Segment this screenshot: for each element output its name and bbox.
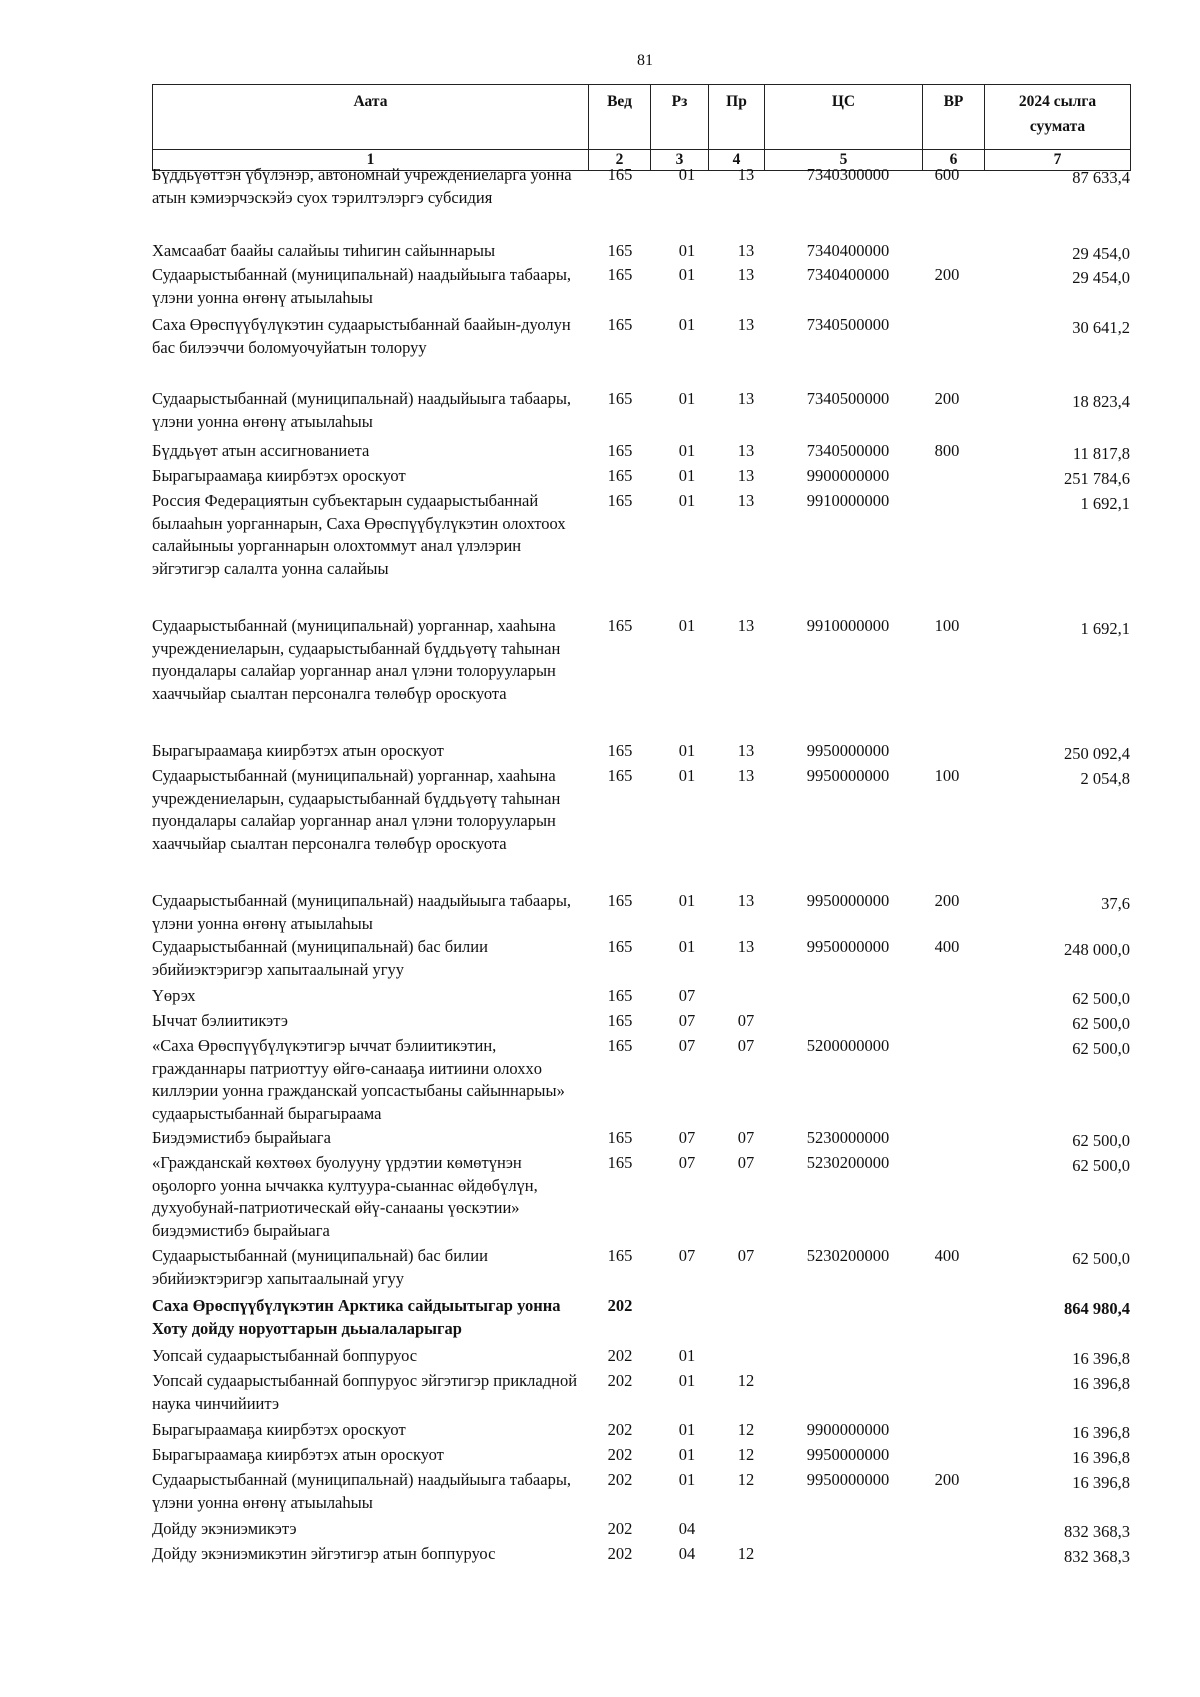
cell-vr: 800	[934, 441, 960, 460]
cell-rz: 01	[678, 165, 696, 184]
cell-sum: 62 500,0	[1072, 1249, 1130, 1268]
cell-sum: 62 500,0	[1072, 1131, 1130, 1150]
cell-sum: 62 500,0	[1072, 1156, 1130, 1175]
cell-ved: 165	[607, 441, 633, 460]
cell-rz: 04	[678, 1519, 696, 1538]
cell-cs: 7340500000	[806, 441, 890, 460]
cell-name: Судаарыстыбаннай (муниципальнай) уорганнар, хааһына учреждениеларын, судаарыстыбаннай бүддьүөтү таһынан пуондалары салайар уорганнар анал үлэни толорууларын хааччыйар сыалтан персоналга төлөбүр ороскуота	[152, 766, 561, 853]
cell-rz: 01	[678, 441, 696, 460]
cell-sum: 864 980,4	[1064, 1299, 1130, 1318]
cell-pr: 12	[737, 1371, 755, 1390]
cell-sum: 832 368,3	[1064, 1522, 1130, 1541]
cell-name: Ыччат бэлиитикэтэ	[152, 1011, 288, 1030]
cell-ved: 165	[607, 241, 633, 260]
cell-pr: 13	[737, 491, 755, 510]
cell-ved: 202	[607, 1470, 633, 1489]
cell-cs: 9950000000	[806, 741, 890, 760]
header-num-4: 4	[709, 150, 765, 171]
header-num-7: 7	[985, 150, 1131, 171]
cell-pr: 12	[737, 1420, 755, 1439]
cell-name: Бырагыраамаҕа киирбэтэх атын ороскуот	[152, 1445, 444, 1464]
cell-rz: 07	[678, 1153, 696, 1172]
cell-cs: 7340400000	[806, 265, 890, 284]
cell-ved: 165	[607, 315, 633, 334]
cell-ved: 202	[607, 1445, 633, 1464]
cell-sum: 30 641,2	[1072, 318, 1130, 337]
cell-ved: 165	[607, 265, 633, 284]
cell-ved: 165	[607, 491, 633, 510]
cell-ved: 165	[607, 986, 633, 1005]
cell-name: Бүддьүөт атын ассигнованиета	[152, 441, 370, 460]
header-num-2: 2	[589, 150, 651, 171]
cell-pr: 07	[737, 1036, 755, 1055]
header-num-3: 3	[651, 150, 709, 171]
cell-cs: 9950000000	[806, 1470, 890, 1489]
cell-ved: 202	[607, 1371, 633, 1390]
header-rz: Рз	[651, 85, 709, 150]
cell-rz: 01	[678, 1445, 696, 1464]
cell-vr: 100	[934, 616, 960, 635]
cell-pr: 12	[737, 1544, 755, 1563]
header-pr: Пр	[709, 85, 765, 150]
header-num-6: 6	[923, 150, 985, 171]
cell-cs: 9900000000	[806, 466, 890, 485]
cell-name: «Саха Өрөспүүбүлүкэтигэр ыччат бэлиитикэтин, гражданнары патриоттуу өйгө-санааҕа иитиини олохxо киллэрии уонна гражданскай уопсастыбаны сайыннарыы» судаарыстыбаннай бырагыраама	[152, 1036, 565, 1123]
cell-ved: 165	[607, 1153, 633, 1172]
cell-rz: 01	[678, 741, 696, 760]
cell-sum: 62 500,0	[1072, 1039, 1130, 1058]
cell-pr: 13	[737, 616, 755, 635]
cell-cs: 7340500000	[806, 389, 890, 408]
cell-rz: 01	[678, 389, 696, 408]
cell-sum: 16 396,8	[1072, 1473, 1130, 1492]
cell-sum: 37,6	[1101, 894, 1130, 913]
cell-vr: 200	[934, 891, 960, 910]
header-num-1: 1	[153, 150, 589, 171]
cell-vr: 400	[934, 1246, 960, 1265]
cell-pr: 07	[737, 1153, 755, 1172]
cell-vr: 600	[934, 165, 960, 184]
header-ved: Вед	[589, 85, 651, 150]
cell-name: «Гражданскай көхтөөх буолууну үрдэтии көмөтүнэн оҕолорго уонна ыччакка култуура-сыаннас өйдөбүлүн, духуобунай-патриотическай өйү-санааны үөскэтии» биэдэмистибэ бырайыага	[152, 1153, 538, 1240]
cell-ved: 202	[607, 1346, 633, 1365]
cell-cs: 7340500000	[806, 315, 890, 334]
cell-sum: 251 784,6	[1064, 469, 1130, 488]
cell-sum: 1 692,1	[1080, 494, 1130, 513]
cell-ved: 165	[607, 165, 633, 184]
cell-cs: 9950000000	[806, 891, 890, 910]
cell-ved: 202	[607, 1420, 633, 1439]
cell-ved: 202	[607, 1544, 633, 1563]
cell-rz: 01	[678, 241, 696, 260]
cell-pr: 07	[737, 1128, 755, 1147]
cell-rz: 04	[678, 1544, 696, 1563]
cell-cs: 9910000000	[806, 491, 890, 510]
cell-sum: 18 823,4	[1072, 392, 1130, 411]
cell-cs: 7340400000	[806, 241, 890, 260]
cell-name: Бүддьүөттэн үбүлэнэр, автономнай учреждениеларга уонна атын кэмиэрчэскэйэ суох тэрилтэлэргэ субсидия	[152, 165, 572, 207]
header-cs: ЦС	[765, 85, 923, 150]
header-sum: 2024 сылга суумата	[985, 85, 1131, 150]
cell-rz: 01	[678, 766, 696, 785]
cell-cs: 9950000000	[806, 937, 890, 956]
cell-sum: 16 396,8	[1072, 1349, 1130, 1368]
cell-pr: 13	[737, 315, 755, 334]
cell-pr: 12	[737, 1470, 755, 1489]
cell-vr: 200	[934, 389, 960, 408]
cell-ved: 202	[607, 1519, 633, 1538]
cell-pr: 13	[737, 241, 755, 260]
cell-rz: 01	[678, 1470, 696, 1489]
cell-name: Судаарыстыбаннай (муниципальнай) уорганнар, хааһына учреждениеларын, судаарыстыбаннай бүддьүөтү таһынан пуондалары салайар уорганнар анал үлэни толорууларын хааччыйар сыалтан персоналга төлөбүр ороскуота	[152, 616, 561, 703]
cell-ved: 165	[607, 1246, 633, 1265]
cell-pr: 13	[737, 741, 755, 760]
cell-name: Судаарыстыбаннай (муниципальнай) наадыйыыга табаары, үлэни уонна өҥөнү атыылаһыы	[152, 389, 572, 431]
cell-sum: 87 633,4	[1072, 168, 1130, 187]
cell-name: Судаарыстыбаннай (муниципальнай) наадыйыыга табаары, үлэни уонна өҥөнү атыылаһыы	[152, 265, 572, 307]
cell-name: Саха Өрөспүүбүлүкэтин Арктика сайдыытыгар уонна Хоту дойду норуоттарын дьыалаларыгар	[152, 1296, 561, 1338]
cell-ved: 165	[607, 937, 633, 956]
cell-ved: 165	[607, 616, 633, 635]
cell-rz: 07	[678, 1011, 696, 1030]
cell-sum: 248 000,0	[1064, 940, 1130, 959]
cell-name: Бырагыраамаҕа киирбэтэх ороскуот	[152, 466, 406, 485]
cell-rz: 07	[678, 1036, 696, 1055]
cell-sum: 29 454,0	[1072, 268, 1130, 287]
cell-cs: 5230200000	[806, 1153, 890, 1172]
cell-cs: 9950000000	[806, 1445, 890, 1464]
cell-pr: 07	[737, 1246, 755, 1265]
cell-pr: 13	[737, 165, 755, 184]
cell-ved: 165	[607, 766, 633, 785]
header-num-5: 5	[765, 150, 923, 171]
header-name: Аата	[153, 85, 589, 150]
cell-pr: 13	[737, 766, 755, 785]
cell-rz: 01	[678, 315, 696, 334]
cell-pr: 13	[737, 441, 755, 460]
cell-sum: 11 817,8	[1072, 444, 1130, 463]
cell-rz: 01	[678, 466, 696, 485]
cell-rz: 01	[678, 1420, 696, 1439]
cell-pr: 07	[737, 1011, 755, 1030]
cell-ved: 202	[607, 1296, 633, 1315]
page-number: 81	[637, 52, 653, 69]
cell-name: Россия Федерациятын субъектарын судаарыстыбаннай былааһын уорганнарын, Саха Өрөспүүбүлүкэтин олохтоох салайыныы уорганнарын олохтоммут анал үлэлэрин эйгэтигэр салалта уонна салайыы	[152, 491, 566, 578]
cell-cs: 9950000000	[806, 766, 890, 785]
cell-rz: 01	[678, 1346, 696, 1365]
cell-ved: 165	[607, 891, 633, 910]
header-vr: ВР	[923, 85, 985, 150]
cell-rz: 01	[678, 491, 696, 510]
cell-ved: 165	[607, 466, 633, 485]
cell-ved: 165	[607, 389, 633, 408]
cell-ved: 165	[607, 1011, 633, 1030]
cell-pr: 12	[737, 1445, 755, 1464]
cell-rz: 07	[678, 1246, 696, 1265]
cell-name: Уопсай судаарыстыбаннай боппуруос эйгэтигэр прикладной наука чинчийиитэ	[152, 1371, 578, 1413]
cell-name: Судаарыстыбаннай (муниципальнай) наадыйыыга табаары, үлэни уонна өҥөнү атыылаһыы	[152, 891, 572, 933]
cell-vr: 400	[934, 937, 960, 956]
cell-sum: 62 500,0	[1072, 1014, 1130, 1033]
cell-name: Уопсай судаарыстыбаннай боппуруос	[152, 1346, 418, 1365]
cell-pr: 13	[737, 937, 755, 956]
cell-rz: 07	[678, 1128, 696, 1147]
cell-pr: 13	[737, 891, 755, 910]
cell-name: Хамсаабат баайы салайыы тиһигин сайыннарыы	[152, 241, 496, 260]
cell-name: Дойду экэниэмикэтин эйгэтигэр атын боппуруос	[152, 1544, 496, 1563]
cell-name: Дойду экэниэмикэтэ	[152, 1519, 297, 1538]
cell-ved: 165	[607, 1036, 633, 1055]
cell-cs: 9910000000	[806, 616, 890, 635]
cell-rz: 01	[678, 937, 696, 956]
cell-cs: 5230000000	[806, 1128, 890, 1147]
cell-name: Саха Өрөспүүбүлүкэтин судаарыстыбаннай баайын-дуолун бас билээччи боломуочуйатын толоруу	[152, 315, 571, 357]
cell-vr: 200	[934, 265, 960, 284]
cell-cs: 9900000000	[806, 1420, 890, 1439]
cell-vr: 200	[934, 1470, 960, 1489]
cell-name: Судаарыстыбаннай (муниципальнай) бас билии эбийиэктэригэр хапытаалынай угуу	[152, 937, 488, 979]
cell-sum: 1 692,1	[1080, 619, 1130, 638]
cell-name: Бырагыраамаҕа киирбэтэх атын ороскуот	[152, 741, 444, 760]
cell-pr: 13	[737, 265, 755, 284]
cell-sum: 16 396,8	[1072, 1423, 1130, 1442]
cell-vr: 100	[934, 766, 960, 785]
cell-rz: 01	[678, 616, 696, 635]
cell-pr: 13	[737, 389, 755, 408]
cell-ved: 165	[607, 741, 633, 760]
cell-name: Бырагыраамаҕа киирбэтэх ороскуот	[152, 1420, 406, 1439]
cell-rz: 01	[678, 891, 696, 910]
cell-name: Үөрэх	[152, 986, 196, 1005]
cell-sum: 62 500,0	[1072, 989, 1130, 1008]
cell-sum: 250 092,4	[1064, 744, 1130, 763]
cell-name: Биэдэмистибэ бырайыага	[152, 1128, 331, 1147]
cell-sum: 832 368,3	[1064, 1547, 1130, 1566]
cell-pr: 13	[737, 466, 755, 485]
cell-cs: 7340300000	[806, 165, 890, 184]
cell-rz: 01	[678, 265, 696, 284]
cell-rz: 07	[678, 986, 696, 1005]
cell-cs: 5200000000	[806, 1036, 890, 1055]
cell-rz: 01	[678, 1371, 696, 1390]
cell-sum: 29 454,0	[1072, 244, 1130, 263]
cell-sum: 16 396,8	[1072, 1448, 1130, 1467]
cell-name: Судаарыстыбаннай (муниципальнай) наадыйыыга табаары, үлэни уонна өҥөнү атыылаһыы	[152, 1470, 572, 1512]
table-header	[152, 84, 1131, 171]
cell-sum: 2 054,8	[1080, 769, 1130, 788]
cell-name: Судаарыстыбаннай (муниципальнай) бас билии эбийиэктэригэр хапытаалынай угуу	[152, 1246, 488, 1288]
cell-ved: 165	[607, 1128, 633, 1147]
cell-sum: 16 396,8	[1072, 1374, 1130, 1393]
cell-cs: 5230200000	[806, 1246, 890, 1265]
